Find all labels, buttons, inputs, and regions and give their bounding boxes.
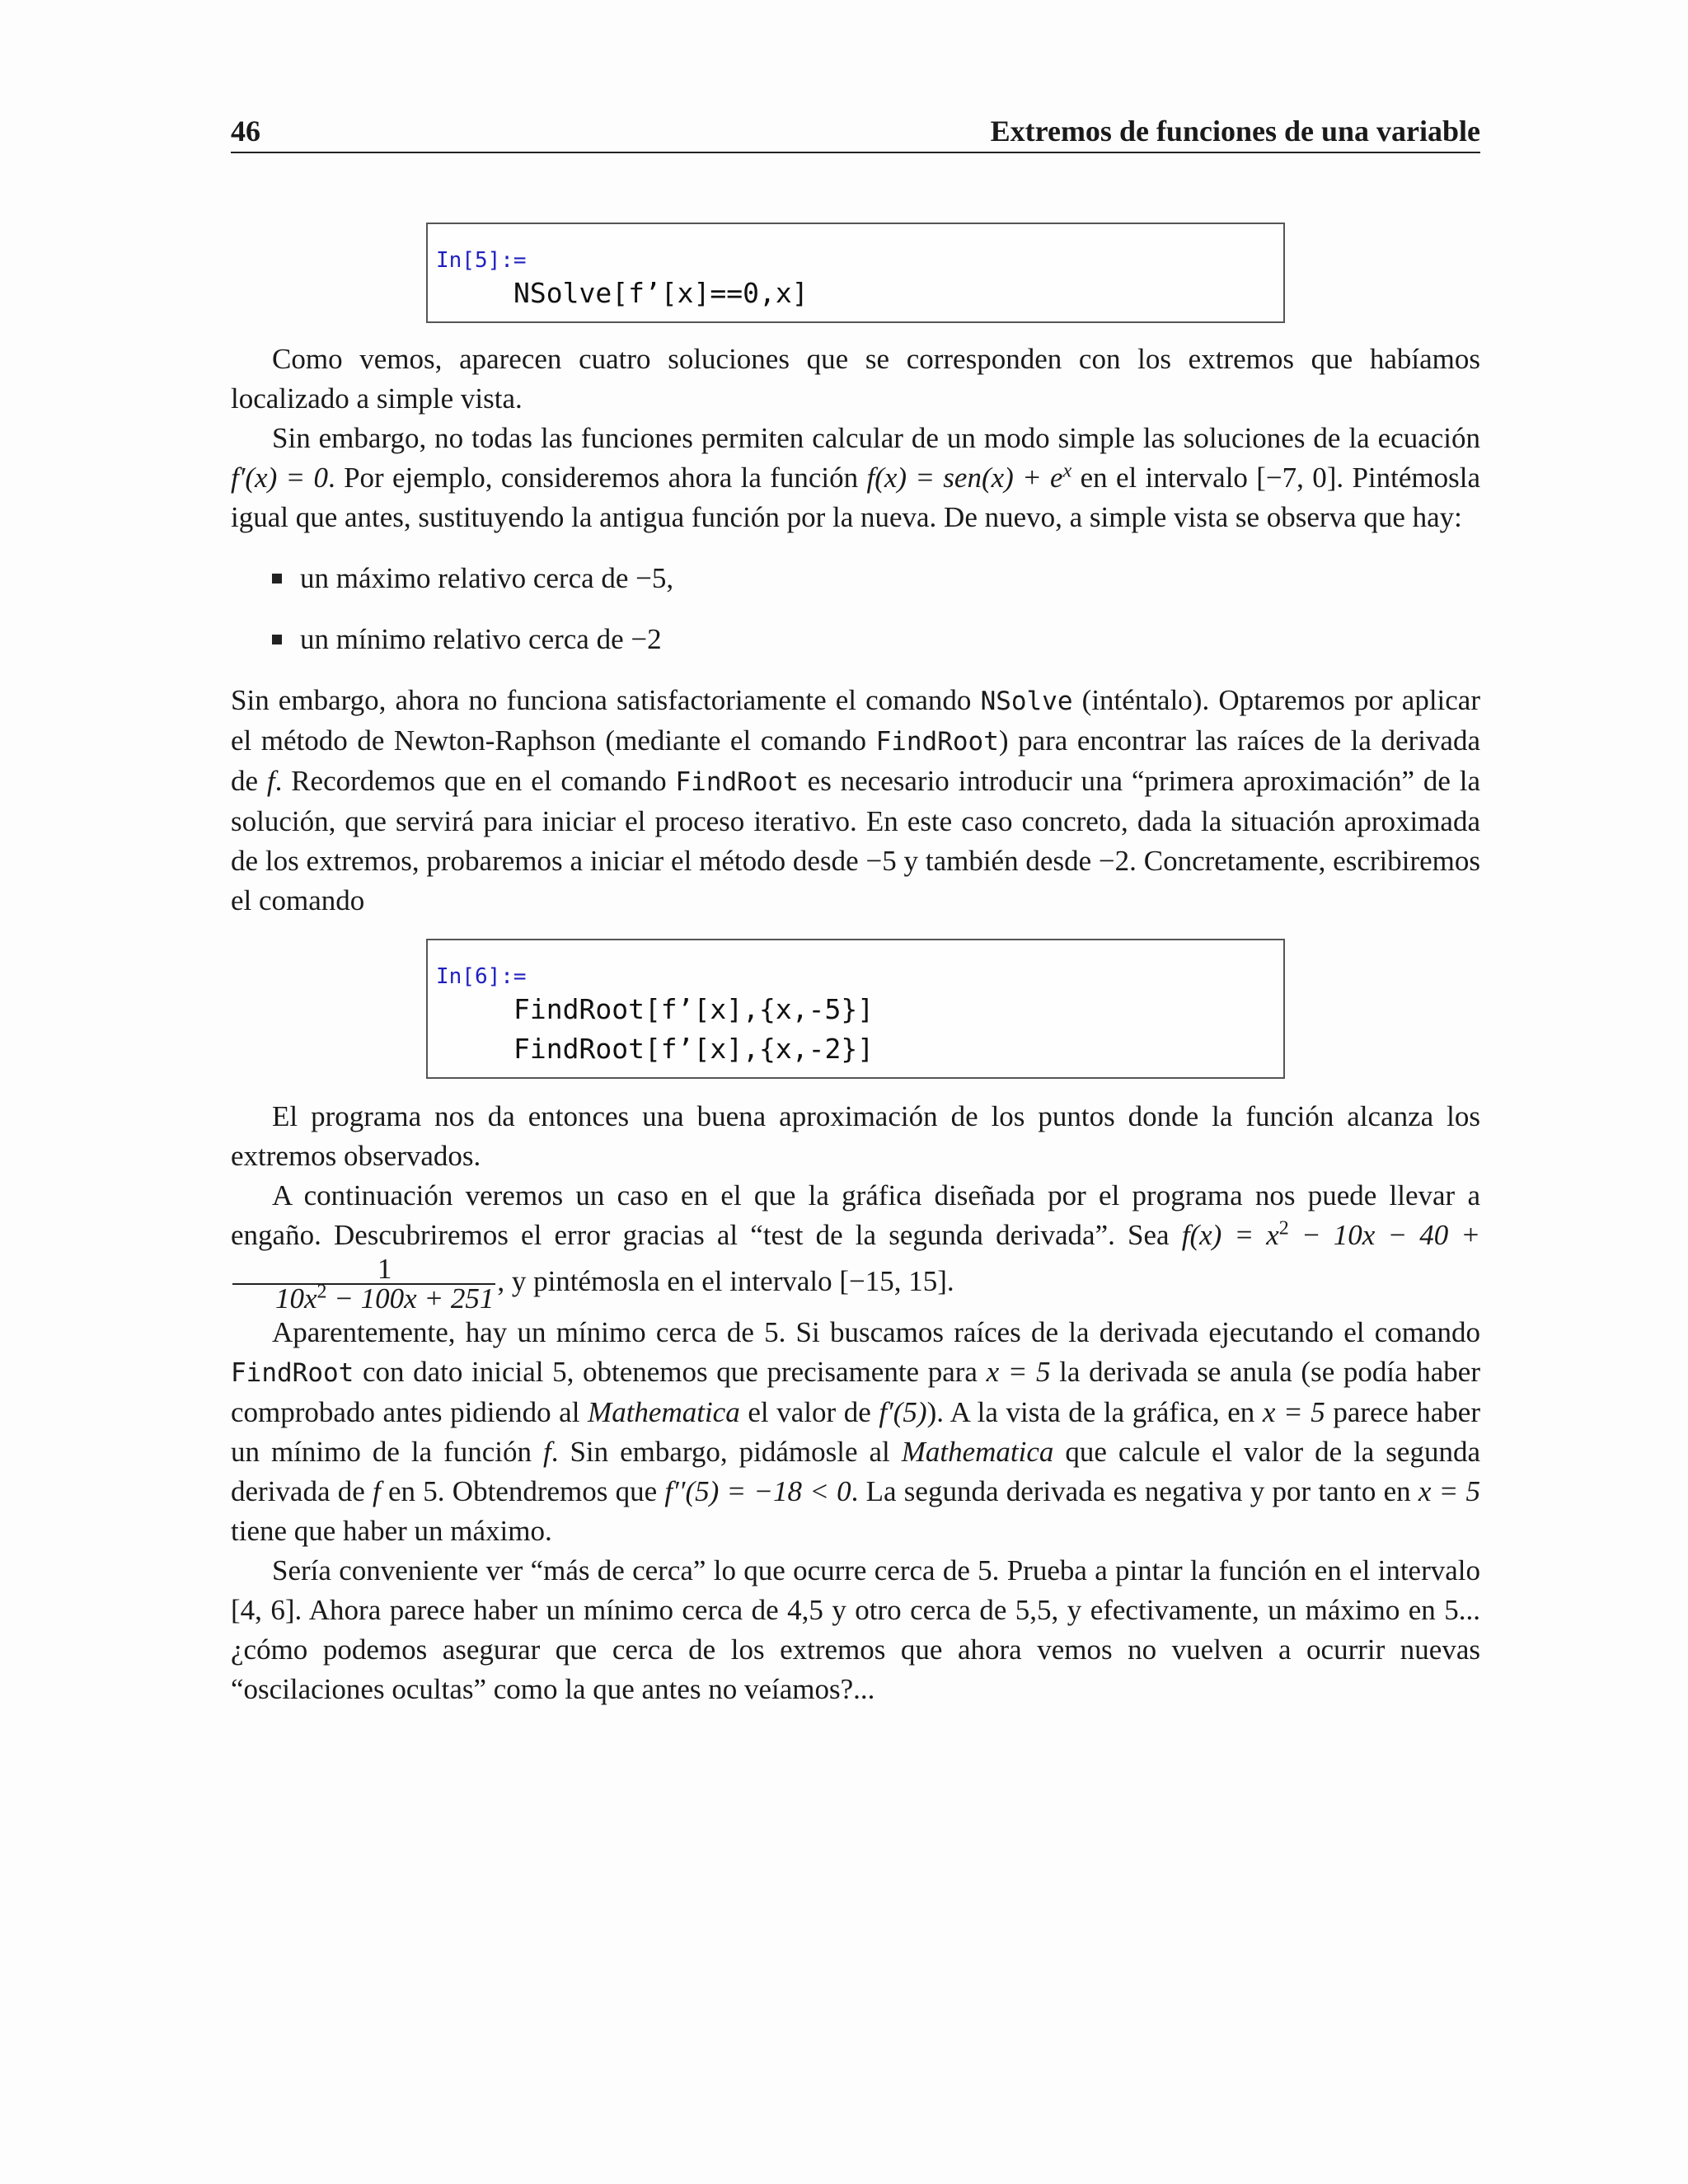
code-line: FindRoot[f’[x],{x,-2}] — [513, 1033, 874, 1065]
equation: f(x) = sen(x) + e — [866, 462, 1063, 494]
paragraph-4: El programa nos da entonces una buena aproximación de los puntos donde la función alcanza los extremos observados. — [231, 1100, 1480, 1172]
running-header — [231, 112, 1480, 153]
paragraph-7: Sería conveniente ver “más de cerca” lo que ocurre cerca de 5. Prueba a pintar la función en el intervalo [4, 6]. Ahora parece haber un mínimo cerca de 4,5 y otro cerca de 5,5, y efectivamente, un máximo en 5... ¿cómo podemos asegurar que cerca de los extremos que ahora vemos no vuelven a ocurrir nuevas “oscilaciones ocultas” como la que antes no veíamos?... — [231, 1554, 1480, 1705]
fraction: $\frac{1}{10x^2 - 100x + 251}$ — [232, 1255, 495, 1313]
interval: [4, 6] — [231, 1594, 295, 1626]
input-label: In[5]:= — [436, 248, 527, 273]
bullet-square-icon — [272, 574, 282, 583]
chapter-title: Extremos de funciones de una variable — [990, 115, 1480, 148]
bullet-list — [231, 559, 1480, 659]
code-line: FindRoot[f’[x],{x,-5}] — [513, 993, 874, 1025]
paragraph-2: Sin embargo, no todas las funciones permiten calcular de un modo simple las soluciones de la ecuación f′(x) = 0. Por ejemplo, consideremos ahora la función $f(x) = sen(x) + e^x$ en el intervalo [−7, 0]. Pintémosla igual que antes, sustituyendo la antigua función por la nueva. De nuevo, a simple vista se observa que hay: — [231, 422, 1480, 533]
page — [231, 112, 1480, 1709]
code-block-in5 — [426, 223, 1285, 323]
command: FindRoot — [675, 767, 799, 797]
code-line: NSolve[f’[x]==0,x] — [513, 277, 809, 309]
list-item: un máximo relativo cerca de −5, — [231, 559, 1480, 598]
equation: f′(x) = 0 — [231, 462, 328, 494]
page-number: 46 — [231, 115, 260, 148]
bullet-square-icon — [272, 635, 282, 644]
paragraph-5: A continuación veremos un caso en el que la gráfica diseñada por el programa nos puede llevar a engaño. Descubriremos el error gracias al “test de la segunda derivada”. Sea $f(x) = x^2 - 10x - 40$ + $\frac{1}{10x^2 - 100x + 251}$ , y pintémosla en el intervalo [−15, 15]. — [231, 1179, 1481, 1315]
paragraph-1: Como vemos, aparecen cuatro soluciones que se corresponden con los extremos que habíamos localizado a simple vista. — [231, 343, 1480, 415]
software-name: Mathematica — [588, 1396, 740, 1428]
interval: [−7, 0] — [1256, 462, 1337, 494]
code-block-in6 — [426, 939, 1285, 1079]
interval: [−15, 15] — [839, 1265, 947, 1298]
software-name: Mathematica — [901, 1436, 1054, 1468]
paragraph-3: Sin embargo, ahora no funciona satisfactoriamente el comando NSolve (inténtalo). Optaremos por aplicar el método de Newton-Raphson (mediante el comando FindRoot) para encontrar las raíces de la derivada de f. Recordemos que en el comando FindRoot es necesario introducir una “primera aproximación” de la solución, que servirá para iniciar el proceso iterativo. En este caso concreto, dada la situación aproximada de los extremos, probaremos a iniciar el método desde −5 y también desde −2. Concretamente, escribiremos el comando — [231, 684, 1481, 916]
command: FindRoot — [231, 1358, 354, 1388]
command: FindRoot — [875, 727, 999, 757]
paragraph-6: Aparentemente, hay un mínimo cerca de 5. Si buscamos raíces de la derivada ejecutando el comando FindRoot con dato inicial 5, obtenemos que precisamente para x = 5 la derivada se anula (se podía haber comprobado antes pidiendo al Mathematica el valor de f′(5)). A la vista de la gráfica, en x = 5 parece haber un mínimo de la función f. Sin embargo, pidámosle al Mathematica que calcule el valor de la segunda derivada de f en 5. Obtendremos que f′′(5) = −18 < 0. La segunda derivada es negativa y por tanto en x = 5 tiene que haber un máximo. — [231, 1316, 1481, 1547]
command: NSolve — [980, 687, 1073, 716]
input-label: In[6]:= — [436, 964, 527, 989]
list-item: un mínimo relativo cerca de −2 — [231, 620, 1480, 659]
